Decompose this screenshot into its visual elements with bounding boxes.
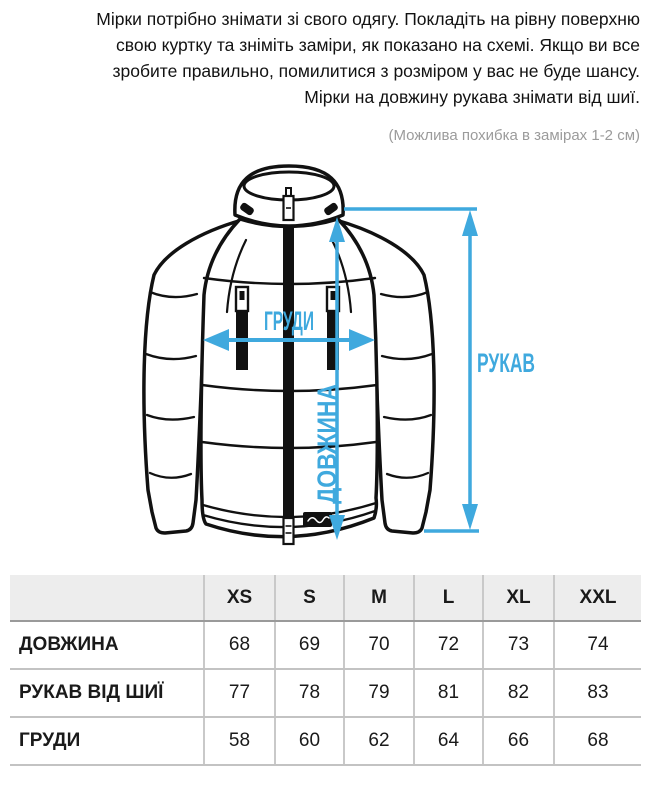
size-value: 66	[483, 717, 554, 765]
size-value: 62	[344, 717, 414, 765]
size-value: 79	[344, 669, 414, 717]
size-value: 77	[204, 669, 275, 717]
instruction-line: Мірки потрібно знімати зі свого одягу. Покладіть на рівну поверхню	[96, 9, 640, 29]
size-value: 58	[204, 717, 275, 765]
size-value: 81	[414, 669, 483, 717]
size-value: 68	[204, 621, 275, 669]
table-row	[10, 621, 641, 669]
tolerance-note: (Можлива похибка в замірах 1-2 см)	[388, 127, 640, 144]
instruction-line: свою куртку та зніміть заміри, як показано на схемі. Якщо ви все	[116, 35, 640, 55]
table-row	[10, 669, 641, 717]
jacket-measurement-diagram	[0, 160, 651, 580]
size-column-header: XXL	[554, 575, 641, 621]
instruction-line: зробите правильно, помилитися з розміром у вас не буде шансу.	[112, 61, 640, 81]
size-column-header: L	[414, 575, 483, 621]
size-value: 83	[554, 669, 641, 717]
size-value: 60	[275, 717, 344, 765]
zipper-slider-top	[284, 188, 294, 220]
size-value: 64	[414, 717, 483, 765]
length-measure-label: ДОВЖИНА	[312, 362, 342, 504]
size-header-row	[10, 575, 641, 621]
size-value: 68	[554, 717, 641, 765]
measurement-instructions	[28, 6, 640, 110]
size-value: 82	[483, 669, 554, 717]
size-value: 69	[275, 621, 344, 669]
instruction-line: Мірки на довжину рукава знімати від шиї.	[304, 87, 640, 107]
size-column-header: M	[344, 575, 414, 621]
size-value: 74	[554, 621, 641, 669]
jacket-zipper	[283, 224, 294, 544]
measurement-label: ГРУДИ	[10, 717, 204, 765]
size-value: 73	[483, 621, 554, 669]
size-column-header: XL	[483, 575, 554, 621]
jacket-collar	[235, 166, 343, 226]
size-chart-table	[10, 575, 641, 766]
brand-tag	[303, 512, 332, 527]
sleeve-measure-label: РУКАВ	[477, 348, 535, 378]
size-value: 72	[414, 621, 483, 669]
size-value: 70	[344, 621, 414, 669]
size-column-header: S	[275, 575, 344, 621]
size-value: 78	[275, 669, 344, 717]
chest-measure-label: ГРУДИ	[264, 306, 314, 336]
corner-cell	[10, 575, 204, 621]
size-column-header: XS	[204, 575, 275, 621]
chest-pocket-left	[236, 287, 248, 370]
measurement-label: РУКАВ ВІД ШИЇ	[10, 669, 204, 717]
measurement-label: ДОВЖИНА	[10, 621, 204, 669]
table-row	[10, 717, 641, 765]
